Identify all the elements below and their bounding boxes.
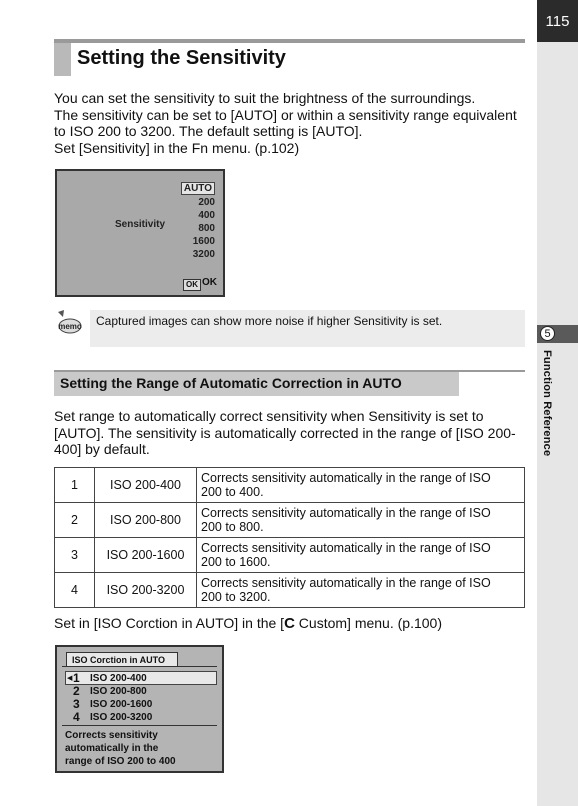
table-row	[55, 503, 525, 538]
item-label: ISO 200-800	[90, 686, 147, 697]
option-800: 800	[198, 223, 215, 234]
left-arrow-icon: ◀	[67, 675, 73, 682]
row-description-line: Corrects sensitivity automatically in the range of ISO	[201, 506, 491, 520]
tab-underline	[62, 666, 217, 667]
description-line: range of ISO 200 to 400	[65, 756, 176, 767]
ok-label: OK	[202, 277, 217, 288]
row-range: ISO 200-1600	[95, 538, 197, 573]
row-description	[197, 573, 525, 608]
intro-paragraph	[54, 90, 532, 156]
sensitivity-label: Sensitivity	[115, 219, 166, 230]
section-heading: Setting the Range of Automatic Correction in AUTO	[60, 375, 402, 391]
sensitivity-screen	[55, 169, 225, 297]
description-divider	[62, 725, 217, 726]
ok-button-icon: OK	[183, 279, 201, 291]
option-200: 200	[198, 197, 215, 208]
section-paragraph	[54, 408, 532, 458]
memo-icon-text: memo	[58, 322, 82, 331]
row-description-line: Corrects sensitivity automatically in the range of ISO	[201, 541, 491, 555]
description-line: automatically in the	[65, 743, 159, 754]
row-range: ISO 200-400	[95, 468, 197, 503]
intro-line: to ISO 200 to 3200. The default setting is [AUTO].	[54, 123, 363, 139]
row-number: 1	[55, 468, 95, 503]
heading-rule	[54, 39, 525, 43]
item-label: ISO 200-400	[90, 673, 147, 684]
chapter-title: Function Reference	[541, 350, 553, 457]
item-number: 3	[73, 697, 80, 711]
item-number: 1	[73, 671, 80, 685]
row-description	[197, 538, 525, 573]
page-title: Setting the Sensitivity	[77, 47, 286, 69]
set-in-paragraph	[54, 615, 532, 633]
intro-line: Set [Sensitivity] in the Fn menu. (p.102)	[54, 139, 300, 156]
row-description	[197, 503, 525, 538]
range-table	[54, 467, 525, 608]
description-line: Corrects sensitivity	[65, 730, 158, 741]
intro-line: The sensitivity can be set to [AUTO] or within a sensitivity range equivalent	[54, 106, 517, 123]
table-row	[55, 468, 525, 503]
option-auto: AUTO	[181, 182, 215, 195]
option-400: 400	[198, 210, 215, 221]
item-label: ISO 200-1600	[90, 699, 153, 710]
section-line: Set range to automatically correct sensitivity when Sensitivity is set to	[54, 408, 484, 424]
option-3200: 3200	[192, 249, 215, 260]
row-number: 4	[55, 573, 95, 608]
row-description-line: 200 to 1600.	[201, 555, 271, 569]
section-line: [AUTO]. The sensitivity is automatically corrected in the range of [ISO 200-	[54, 424, 516, 441]
chapter-number: 5	[540, 326, 555, 341]
row-range: ISO 200-3200	[95, 573, 197, 608]
row-description	[197, 468, 525, 503]
menu-tab: ISO Corction in AUTO	[66, 652, 178, 667]
row-description-line: 200 to 400.	[201, 485, 264, 499]
section-line: 400] by default.	[54, 441, 150, 457]
intro-line: You can set the sensitivity to suit the brightness of the surroundings.	[54, 90, 476, 106]
row-number: 3	[55, 538, 95, 573]
row-description-line: Corrects sensitivity automatically in the range of ISO	[201, 576, 491, 590]
row-range: ISO 200-800	[95, 503, 197, 538]
item-number: 4	[73, 710, 80, 724]
row-description-line: Corrects sensitivity automatically in the range of ISO	[201, 471, 491, 485]
row-number: 2	[55, 503, 95, 538]
item-description	[65, 729, 176, 768]
row-description-line: 200 to 800.	[201, 520, 264, 534]
custom-menu-icon: C	[284, 615, 295, 632]
iso-correction-screen	[55, 645, 224, 773]
set-in-text-after: Custom] menu. (p.100)	[294, 615, 442, 631]
heading-marker	[54, 43, 71, 76]
option-1600: 1600	[192, 236, 215, 247]
memo-icon	[54, 309, 82, 335]
page-number: 115	[537, 0, 578, 42]
set-in-text-before: Set in [ISO Corction in AUTO] in the [	[54, 615, 285, 631]
item-label: ISO 200-3200	[90, 712, 153, 723]
item-number: 2	[73, 684, 80, 698]
row-description-line: 200 to 3200.	[201, 590, 271, 604]
table-row	[55, 573, 525, 608]
table-row	[55, 538, 525, 573]
memo-text: Captured images can show more noise if higher Sensitivity is set.	[96, 314, 443, 328]
